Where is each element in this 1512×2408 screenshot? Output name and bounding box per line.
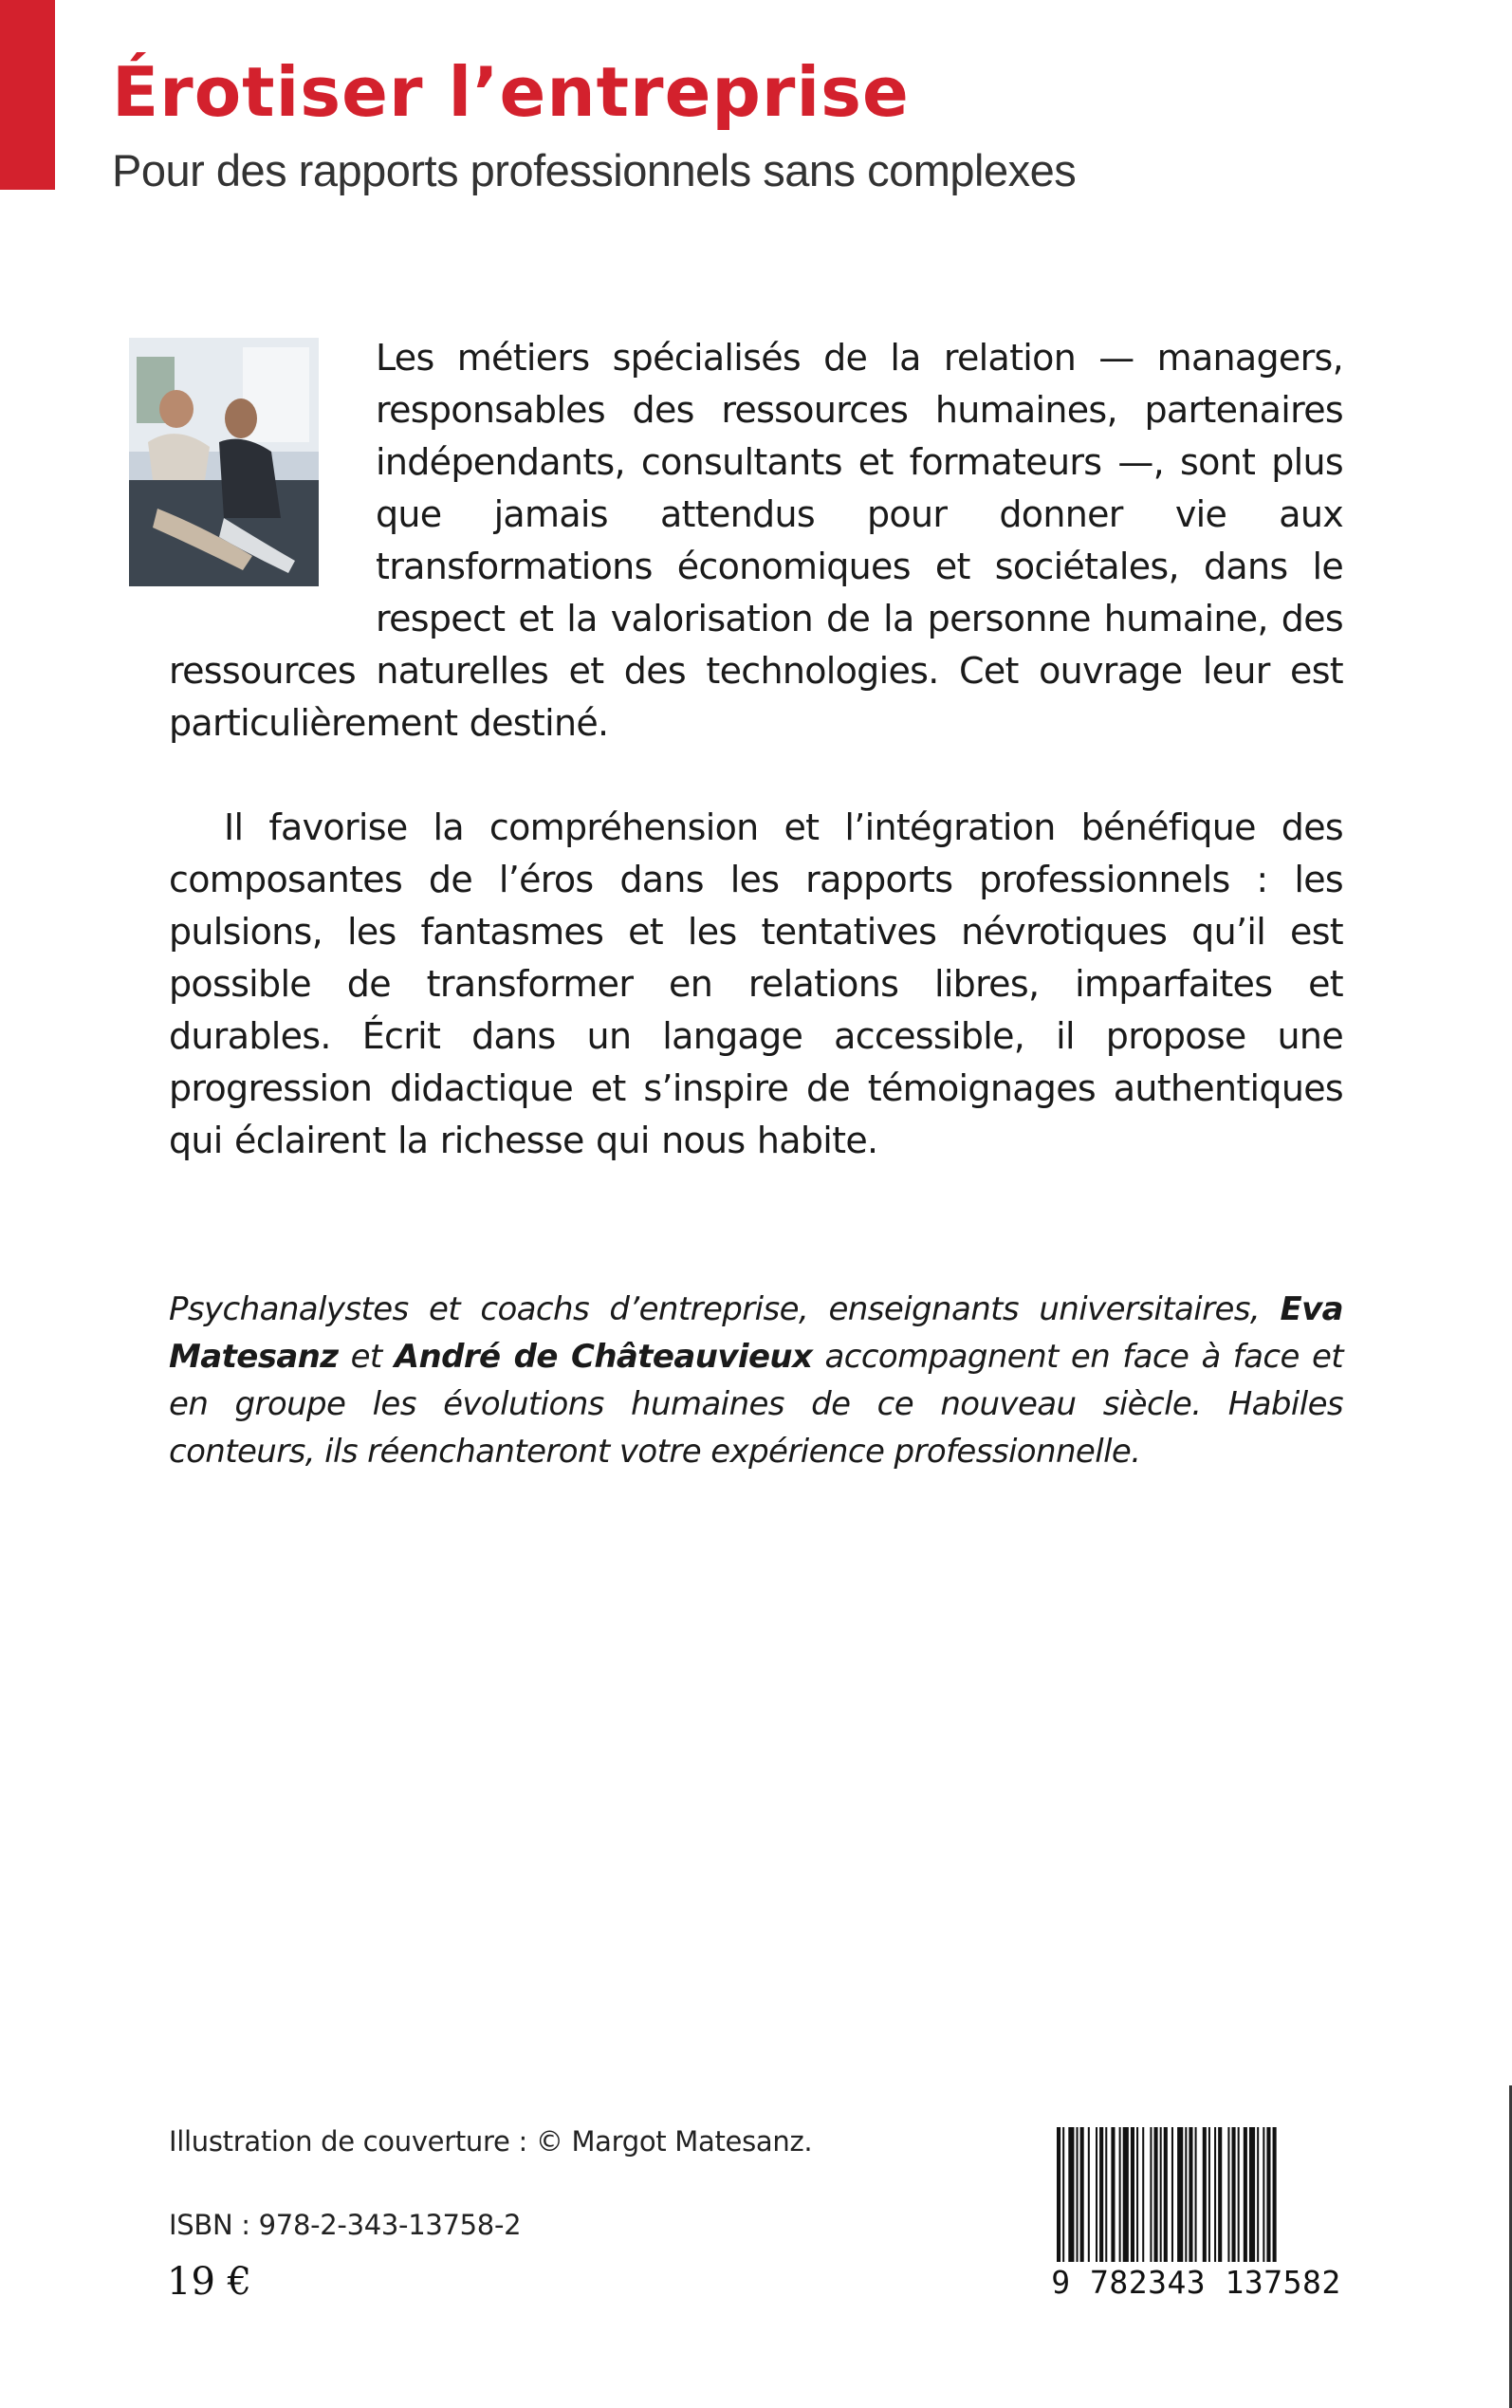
barcode-digits: 9 782343 137582 <box>1051 2264 1341 2301</box>
description-paragraph-2: Il favorise la compréhension et l’intégration bénéfique des composantes de l’éros dans les rapports professionnels : les pulsions, les fantasmes et les tentatives névrotiques qu’il est possible de transformer en relations libres, imparfaites et durables. Écrit dans un langage accessible, il propose une progression didactique et s’inspire de témoignages authentiques qui éclairent la richesse qui nous habite. <box>169 806 1343 1161</box>
authors-bio-intro: Psychanalystes et coachs d’entreprise, enseignants universitaires, <box>169 1290 1281 1328</box>
isbn-number: ISBN : 978-2-343-13758-2 <box>169 2209 522 2241</box>
price-label: 19 € <box>167 2260 252 2304</box>
barcode-bars-icon <box>1057 2127 1334 2262</box>
accent-bar <box>0 0 55 190</box>
book-subtitle: Pour des rapports professionnels sans complexes <box>112 145 1077 195</box>
isbn-barcode <box>1043 2123 1349 2304</box>
authors-bio-outro: accompagnent en face à face et en groupe les évolutions humaines de ce nouveau siècle. Habiles conteurs, ils réenchanteront votre expérience professionnelle. <box>169 1338 1343 1471</box>
book-title: Érotiser l’entreprise <box>112 52 910 132</box>
authors-bio <box>169 1286 1343 1475</box>
cover-illustration-credit: Illustration de couverture : © Margot Matesanz. <box>169 2125 813 2158</box>
author-name-2: André de Châteauvieux <box>394 1338 813 1376</box>
author-name-1: Eva Matesanz <box>169 1290 1343 1376</box>
description-paragraph-1: Les métiers spécialisés de la relation — managers, responsables des ressources humaines, partenaires indépendants, consultants et formateurs —, sont plus que jamais attendus pour donner vie aux transformations économiques et sociétales, dans le respect et la valorisation de la personne humaine, des ressources naturelles et des technologies. Cet ouvrage leur est particulièrement destiné. <box>169 337 1343 744</box>
authors-bio-connector: et <box>338 1338 395 1376</box>
